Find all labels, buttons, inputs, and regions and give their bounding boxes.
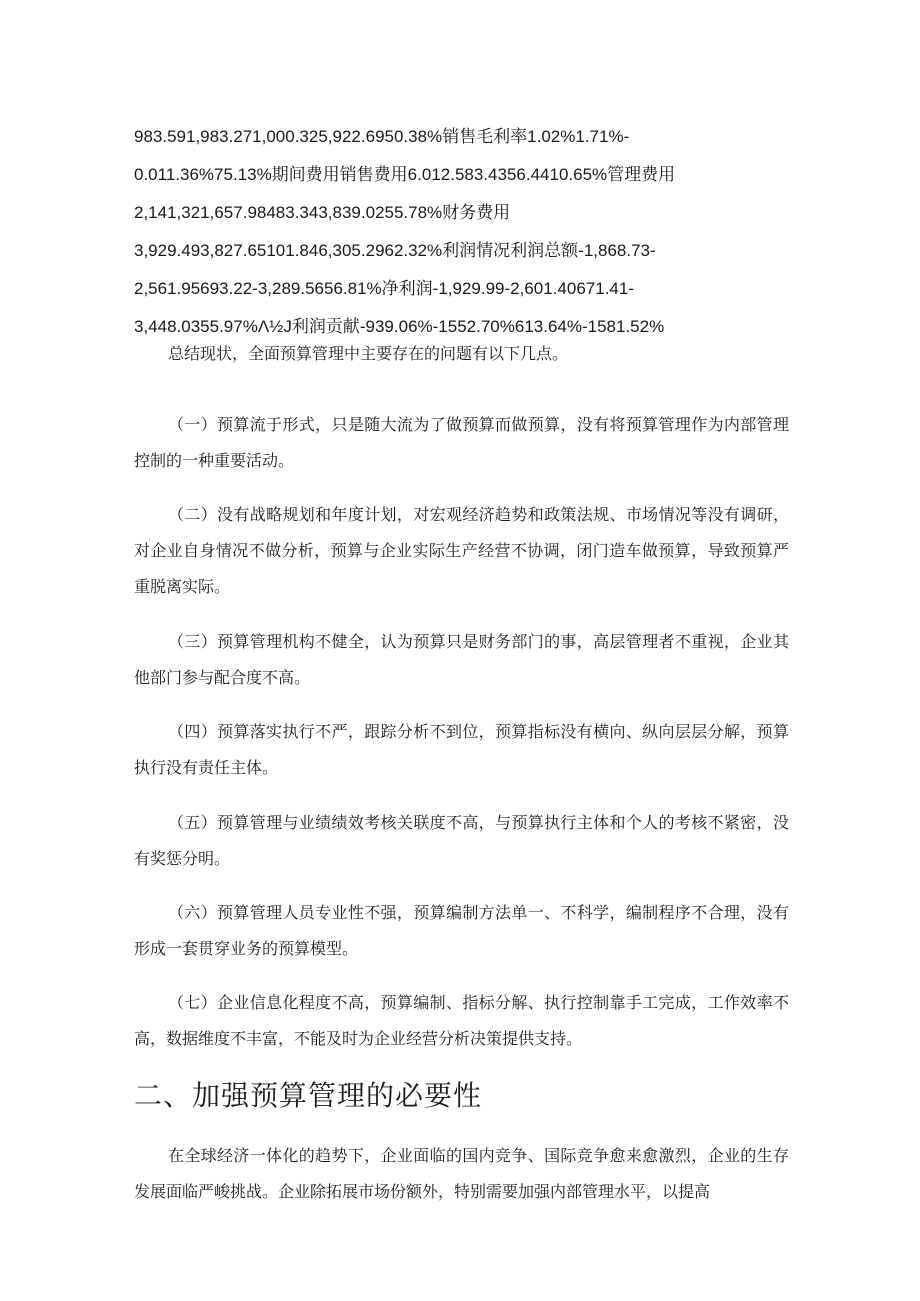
problem-paragraph-1: （一）预算流于形式，只是随大流为了做预算而做预算，没有将预算管理作为内部管理控制的一种重要活动。 — [134, 415, 789, 470]
data-line: 983.591,983.271,000.325,922.6950.38%销售毛利率1.02%1.71%- — [134, 127, 630, 146]
closing-paragraph: 在全球经济一体化的趋势下，企业面临的国内竞争、国际竞争愈来愈激烈，企业的生存发展面临严峻挑战。企业除拓展市场份额外，特别需要加强内部管理水平，以提高 — [134, 1146, 789, 1201]
problem-paragraph-4: （四）预算落实执行不严，跟踪分析不到位，预算指标没有横向、纵向层层分解，预算执行没有责任主体。 — [134, 722, 789, 777]
data-line: 0.011.36%75.13%期间费用销售费用6.012.583.4356.4410.65%管理费用 — [134, 165, 676, 184]
data-line: 3,448.0355.97%Λ½J利润贡献-939.06%-1552.70%613.64%-1581.52% — [134, 317, 665, 336]
problem-paragraph-5: （五）预算管理与业绩绩效考核关联度不高，与预算执行主体和个人的考核不紧密，没有奖惩分明。 — [134, 813, 789, 868]
problem-paragraph-6: （六）预算管理人员专业性不强，预算编制方法单一、不科学，编制程序不合理，没有形成一套贯穿业务的预算模型。 — [134, 903, 789, 958]
problem-paragraph-3: （三）预算管理机构不健全，认为预算只是财务部门的事，高层管理者不重视，企业其他部门参与配合度不高。 — [134, 632, 789, 687]
summary-paragraph: 总结现状，全面预算管理中主要存在的问题有以下几点。 — [168, 344, 569, 363]
financial-data-block — [134, 118, 794, 346]
problem-paragraph-2: （二）没有战略规划和年度计划，对宏观经济趋势和政策法规、市场情况等没有调研，对企业自身情况不做分析，预算与企业实际生产经营不协调，闭门造车做预算，导致预算严重脱离实际。 — [134, 505, 789, 596]
data-line: 2,561.95693.22-3,289.5656.81%净利润-1,929.99-2,601.40671.41- — [134, 279, 634, 298]
section-heading: 二、加强预算管理的必要性 — [134, 1079, 483, 1112]
data-line: 3,929.493,827.65101.846,305.2962.32%利润情况利润总额-1,868.73- — [134, 241, 656, 260]
problem-paragraph-7: （七）企业信息化程度不高，预算编制、指标分解、执行控制靠手工完成，工作效率不高，数据维度不丰富，不能及时为企业经营分析决策提供支持。 — [134, 993, 789, 1048]
data-line: 2,141,321,657.98483.343,839.0255.78%财务费用 — [134, 203, 511, 222]
